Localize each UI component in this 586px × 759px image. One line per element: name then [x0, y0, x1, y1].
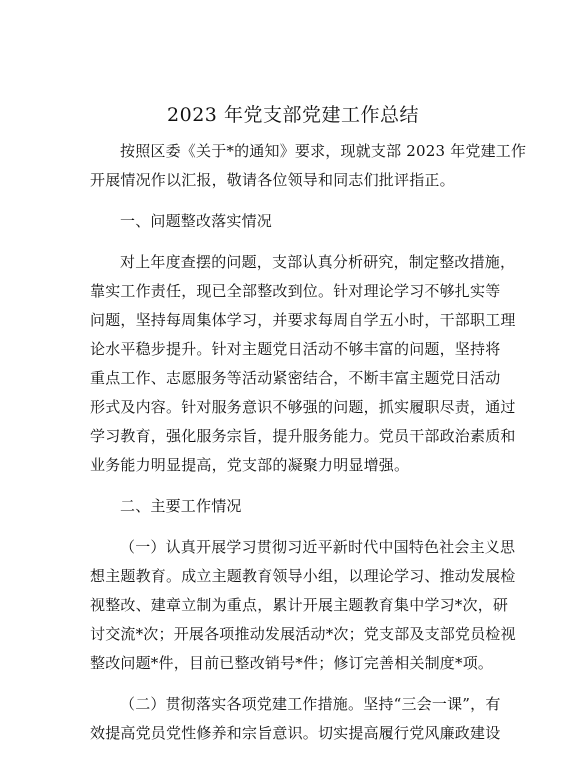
- section-1-line-5: 重点工作、志愿服务等活动紧密结合，不断丰富主题党日活动: [90, 369, 501, 387]
- section-2-para-1-line-3: 视整改、建章立制为重点，累计开展主题教育集中学习*次，研: [90, 596, 509, 614]
- section-1-line-8: 业务能力明显提高，党支部的凝聚力明显增强。: [90, 456, 410, 474]
- section-2-para-2-line-2: 效提高党员党性修养和宗旨意识。切实提高履行党风廉政建设: [90, 724, 501, 742]
- section-1-line-3: 问题，坚持每周集体学习，并要求每周自学五小时，干部职工理: [90, 311, 516, 329]
- section-1-line-1: 对上年度查摆的问题，支部认真分析研究，制定整改措施，: [120, 253, 516, 271]
- section-2-para-1-line-4: 讨交流*次；开展各项推动发展活动*次；党支部及支部党员检视: [90, 625, 516, 643]
- section-2-para-1-line-1: （一）认真开展学习贯彻习近平新时代中国特色社会主义思: [120, 538, 516, 556]
- document-body: [90, 137, 527, 748]
- section-2-heading: 二、主要工作情况: [120, 497, 242, 515]
- section-2-para-1-line-5: 整改问题*件，目前已整改销号*件；修订完善相关制度*项。: [90, 654, 494, 672]
- section-1-line-4: 论水平稳步提升。针对主题党日活动不够丰富的问题，坚持将: [90, 340, 501, 358]
- document-title: 2023 年党支部党建工作总结: [167, 104, 419, 126]
- section-1-line-6: 形式及内容。针对服务意识不够强的问题，抓实履职尽责，通过: [90, 398, 516, 416]
- section-1-line-7: 学习教育，强化服务宗旨，提升服务能力。党员干部政治素质和: [90, 427, 516, 445]
- intro-line-1: 按照区委《关于*的通知》要求，现就支部 2023 年党建工作: [120, 142, 527, 160]
- section-1-heading: 一、问题整改落实情况: [120, 212, 273, 230]
- intro-line-2: 开展情况作以汇报，敬请各位领导和同志们批评指正。: [90, 171, 455, 189]
- section-2-para-2-line-1: （二）贯彻落实各项党建工作措施。坚持“三会一课”，有: [120, 695, 501, 713]
- section-1-line-2: 靠实工作责任，现已全部整改到位。针对理论学习不够扎实等: [90, 282, 501, 300]
- section-2-para-1-line-2: 想主题教育。成立主题教育领导小组，以理论学习、推动发展检: [90, 567, 516, 585]
